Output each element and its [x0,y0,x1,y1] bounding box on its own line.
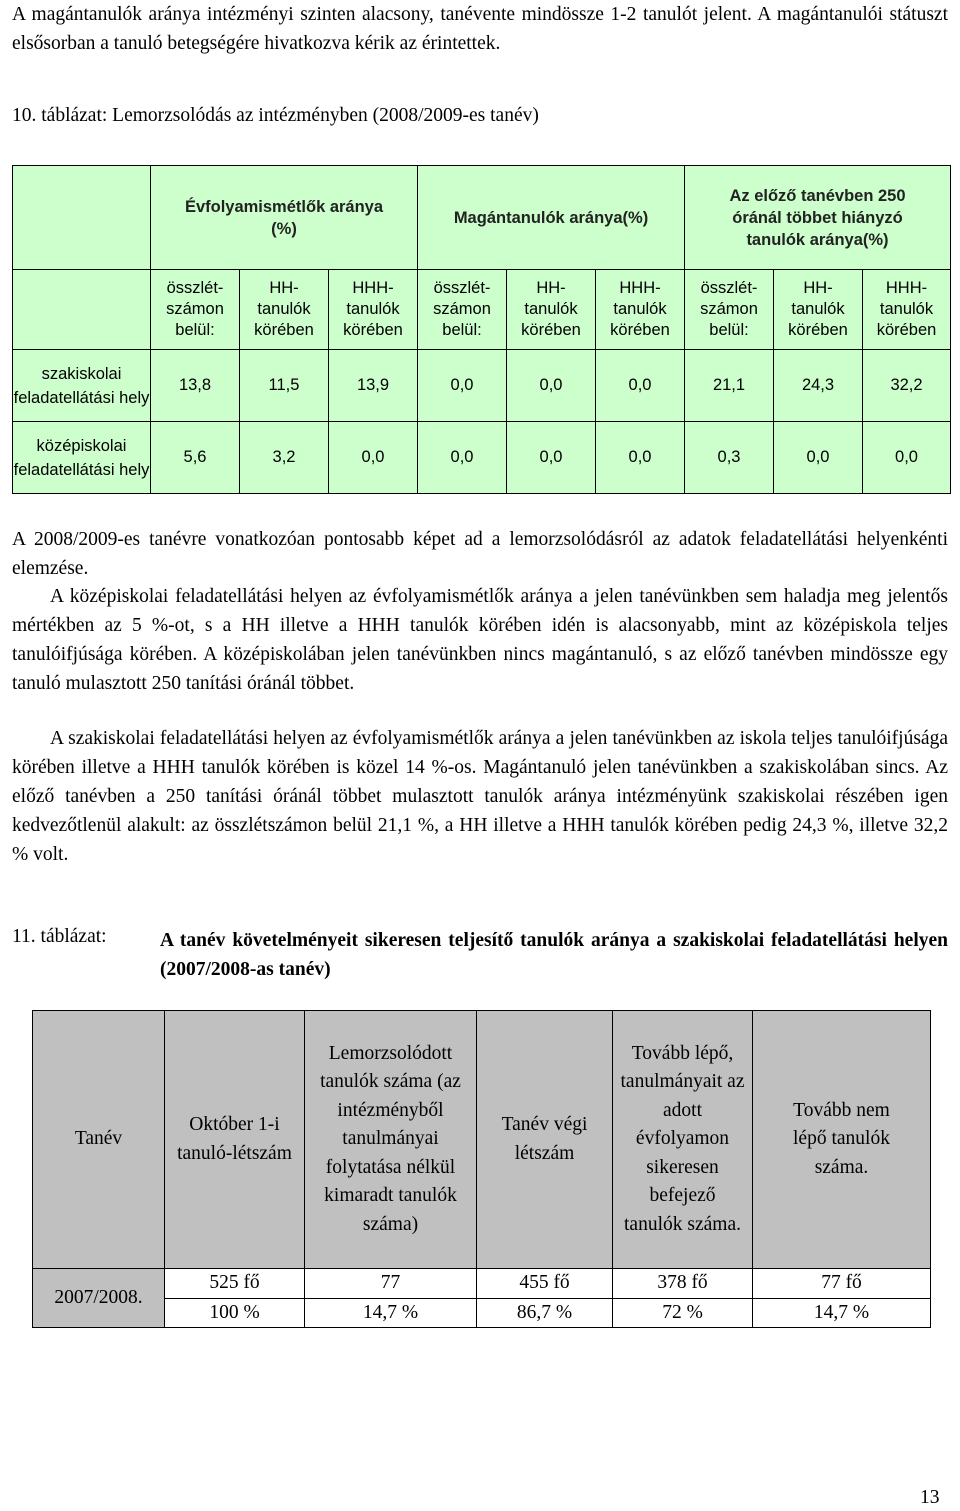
table10-cell: 5,6 [151,422,240,494]
table11-year: 2007/2008. [33,1269,165,1328]
table-row [33,1269,931,1299]
table10-group-header-row [13,166,951,270]
table10-subheader: HHH-tanulók körében [329,270,418,350]
table11-cell: 378 fő [613,1269,753,1299]
table11-header-row [33,1011,931,1269]
table11-header: Tanév [33,1011,165,1269]
table10-subheader: HH-tanulók körében [507,270,596,350]
table10-subheader: HH-tanulók körében [240,270,329,350]
table11-header: Október 1-i tanuló-létszám [165,1011,305,1269]
table10-row-label: szakiskolai feladatellátási hely [13,350,151,422]
table10-cell: 0,0 [418,350,507,422]
table10-cell: 0,0 [418,422,507,494]
table10-cell: 0,0 [863,422,951,494]
table10-subheader: HHH-tanulók körében [596,270,685,350]
table10-cell: 11,5 [240,350,329,422]
table10-caption: 10. táblázat: Lemorzsolódás az intézményben (2008/2009-es tanév) [12,105,539,126]
table11-caption-number: 11. táblázat: [12,926,107,947]
table11-cell: 14,7 % [753,1298,931,1328]
table10-cell: 0,0 [507,350,596,422]
table11-cell: 77 [305,1269,477,1299]
table-row [13,350,951,422]
table10-cell: 0,3 [685,422,774,494]
table11-cell: 100 % [165,1298,305,1328]
table10-cell: 24,3 [774,350,863,422]
table10-group-header: Az előző tanévben 250 óránál többet hiányzó tanulók aránya(%) [685,166,951,270]
table10-cell: 13,9 [329,350,418,422]
table11-cell: 14,7 % [305,1298,477,1328]
table10-cell: 0,0 [596,422,685,494]
table10-cell: 0,0 [507,422,596,494]
table11-cell: 455 fő [477,1269,613,1299]
intro-paragraph: A magántanulók aránya intézményi szinten alacsony, tanévente mindössze 1-2 tanulót jelent. A magántanulói státuszt elsősorban a tanuló betegségére hivatkozva kérik az érintettek. [12,4,948,54]
analysis-paragraph: A 2008/2009-es tanévre vonatkozóan pontosabb képet ad a lemorzsolódásról az adatok feladatellátási helyenkénti elemzése. [12,529,948,579]
table10-group-header: Évfolyamismétlők aránya (%) [151,166,418,270]
table10-group-header: Magántanulók aránya(%) [418,166,685,270]
table10-subheader: HH-tanulók körében [774,270,863,350]
table10-cell: 13,8 [151,350,240,422]
table10-cell: 3,2 [240,422,329,494]
analysis-paragraph: A szakiskolai feladatellátási helyen az évfolyamismétlők aránya a jelen tanévünkben az iskola teljes tanulóifjúsága körében illetve a HHH tanulók körében is közel 14 %-os. Magántanuló jelen tanévünkben a szakiskolában sincs. Az előző tanévben a 250 tanítási óránál többet mulasztott tanulók aránya intézményünk szakiskolai részében igen kedvezőtlenül alakult: az összlétszámon belül 21,1 %, a HH illetve a HHH tanulók körében pedig 24,3 %, illetve 32,2 % volt. [12,728,948,865]
table11 [32,1010,931,1328]
table10-cell: 0,0 [329,422,418,494]
table10 [12,165,951,494]
table11-header: Tovább lépő, tanulmányait az adott évfolyamon sikeresen befejező tanulók száma. [613,1011,753,1269]
table11-caption-title: A tanév követelményeit sikeresen teljesítő tanulók aránya a szakiskolai feladatellátási helyen (2007/2008-as tanév) [160,930,948,980]
table11-cell: 77 fő [753,1269,931,1299]
table10-rowlabel-spacer [13,270,151,350]
table10-subheader: összlét-számon belül: [151,270,240,350]
table10-cell: 32,2 [863,350,951,422]
table-row [33,1298,931,1328]
table11-header: Tanév végi létszám [477,1011,613,1269]
table11-header: Lemorzsolódott tanulók száma (az intézményből tanulmányai folytatása nélkül kimaradt tanulók száma) [305,1011,477,1269]
table10-cell: 0,0 [774,422,863,494]
table10-subheader: összlét-számon belül: [418,270,507,350]
table10-subheader: HHH-tanulók körében [863,270,951,350]
table10-corner-cell [13,166,151,270]
table-row [13,422,951,494]
table10-cell: 0,0 [596,350,685,422]
table11-cell: 72 % [613,1298,753,1328]
analysis-paragraph: A középiskolai feladatellátási helyen az évfolyamismétlők aránya a jelen tanévünkben sem haladja meg jelentős mértékben az 5 %-ot, s a HH illetve a HHH tanulók körében idén is alacsonyabb, mint az középiskola teljes tanulóifjúsága körében. A középiskolában jelen tanévünkben nincs magántanuló, s az előző tanévben mindössze egy tanuló mulasztott 250 tanítási óránál többet. [12,586,948,694]
table10-cell: 21,1 [685,350,774,422]
table10-subheader-row [13,270,951,350]
table11-cell: 86,7 % [477,1298,613,1328]
page-number: 13 [920,1487,940,1508]
table11-header: Tovább nem lépő tanulók száma. [753,1011,931,1269]
table10-subheader: összlét-számon belül: [685,270,774,350]
table10-row-label: középiskolai feladatellátási hely [13,422,151,494]
table11-cell: 525 fő [165,1269,305,1299]
